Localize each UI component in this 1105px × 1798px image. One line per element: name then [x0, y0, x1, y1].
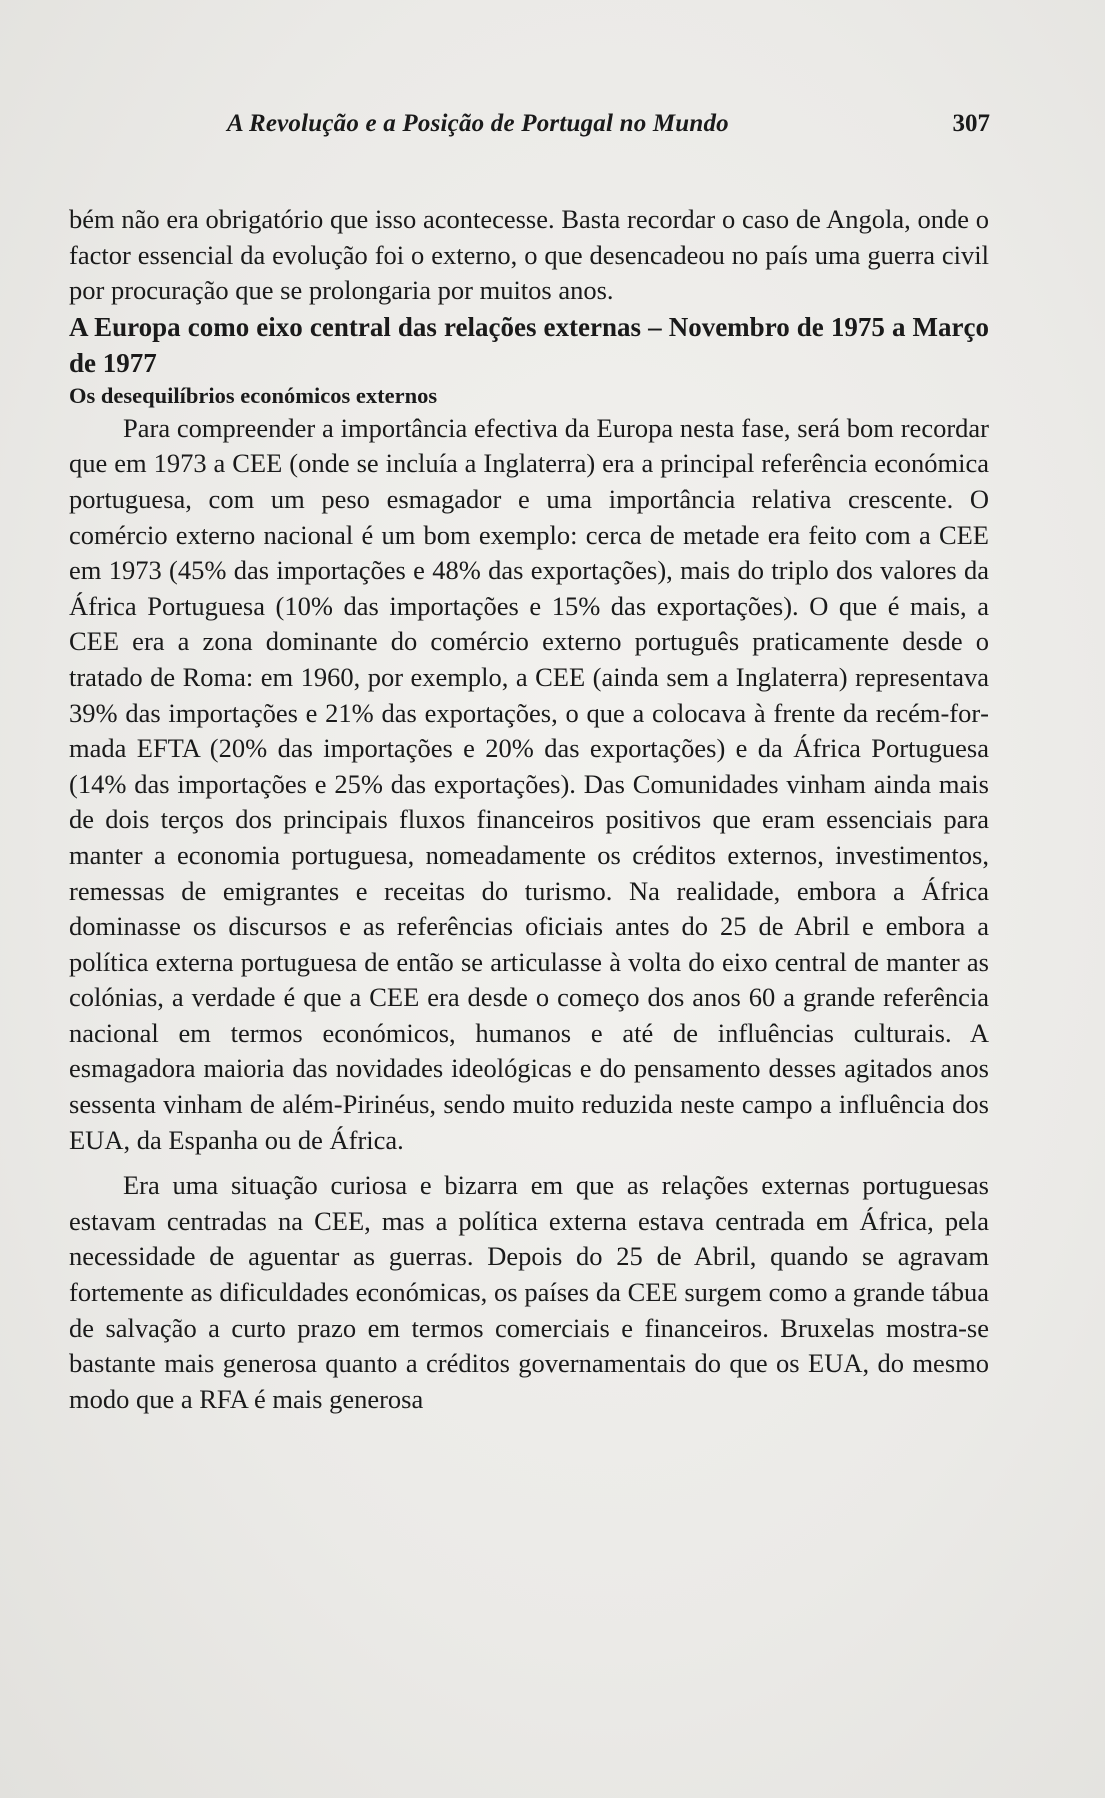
page-number: 307 — [952, 110, 990, 137]
section-heading: A Europa como eixo central das relações externas – Novembro de 1975 a Março de 1977 — [69, 311, 989, 378]
body-text — [69, 202, 989, 1417]
paragraph-2: Era uma situação curiosa e bizarra em que as relações externas portuguesas estavam centradas na CEE, mas a política externa estava centrada em África, pela necessidade de aguentar as guerras. Depois do 25 de Abril, quando se agravam fortemente as dificuldades económicas, os países da CEE surgem como a grande tábua de salvação a curto prazo em termos comerciais e financeiros. Bruxelas mostra-se bastante mais generosa quanto a créditos governamentais do que os EUA, do mesmo modo que a RFA é mais generosa — [69, 1170, 989, 1414]
paragraph-1: Para compreender a importância efectiva da Europa nesta fase, será bom recordar que em 1973 a CEE (onde se incluía a Inglaterra) era a principal referência económica portuguesa, com um peso esmagador e uma importância relativa crescente. O comércio externo nacional é um bom exemplo: cerca de metade era feito com a CEE em 1973 (45% das importações e 48% das exportações), mais do triplo dos valores da África Portuguesa (10% das importações e 15% das exportações). O que é mais, a CEE era a zona dominante do comércio externo português praticamente desde o tratado de Roma: em 1960, por exemplo, a CEE (ainda sem a Inglaterra) representava 39% das importações e 21% das exportações, o que a colocava à frente da recém-formada EFTA (20% das importações e 20% das exportações) e da África Portuguesa (14% das importações e 25% das exportações). Das Comunidades vinham ainda mais de dois terços dos principais fluxos financeiros positivos que eram essenciais para manter a economia portuguesa, nomeadamente os créditos externos, investimentos, remessas de emigrantes e receitas do turismo. Na realidade, embora a África dominasse os discursos e as referências oficiais antes do 25 de Abril e embora a política externa portuguesa de então se articulasse à volta do eixo central de manter as colónias, a verdade é que a CEE era desde o começo dos anos 60 a grande referência nacional em termos económicos, humanos e até de influências culturais. A esmagadora maioria das novidades ideológicas e do pensamento desses agitados anos sessenta vinham de além-Pirinéus, sendo muito reduzida neste campo a influência dos EUA, da Espanha ou de África. — [69, 412, 989, 1155]
subheading: Os desequilíbrios económicos externos — [69, 382, 438, 408]
opening-paragraph: bém não era obrigatório que isso acontecesse. Basta recordar o caso de Angola, onde o factor essencial da evolução foi o externo, o que desencadeou no país uma guerra civil por procuração que se prolongaria por muitos anos. — [69, 204, 989, 306]
running-head-title: A Revolução e a Posição de Portugal no Mundo — [227, 110, 729, 137]
